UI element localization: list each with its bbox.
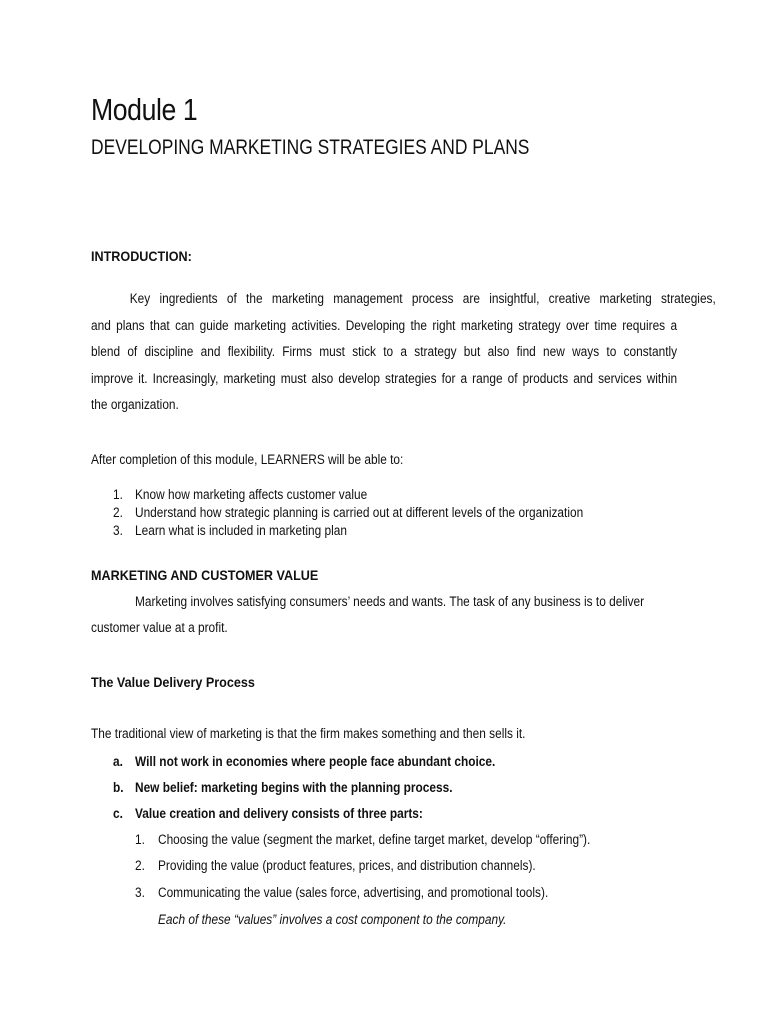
module-subtitle: DEVELOPING MARKETING STRATEGIES AND PLANS [91, 136, 530, 159]
value-note: Each of these “values” involves a cost component to the company. [158, 912, 507, 927]
list-item: Know how marketing affects customer value [135, 487, 368, 502]
paragraph-line: and plans that can guide marketing activities. Developing the right marketing strategy over time requires a [91, 317, 678, 333]
customer-value-line-1: Marketing involves satisfying consumers’ needs and wants. The task of any business is to deliver [135, 594, 645, 609]
list-item: Providing the value (product features, prices, and distribution channels). [158, 858, 536, 873]
list-item: Learn what is included in marketing plan [135, 523, 347, 538]
list-item-number: 3. [135, 885, 145, 900]
introduction-heading: INTRODUCTION: [91, 248, 192, 264]
point-text: New belief: marketing begins with the planning process. [135, 780, 453, 795]
point-text: Will not work in economies where people face abundant choice. [135, 754, 496, 769]
point-letter: c. [113, 806, 123, 821]
point-letter: a. [113, 754, 123, 769]
paragraph-line: the organization. [91, 397, 179, 412]
list-item-number: 1. [135, 832, 145, 847]
list-item: Understand how strategic planning is carried out at different levels of the organization [135, 505, 584, 520]
value-delivery-heading: The Value Delivery Process [91, 674, 255, 690]
paragraph-line: blend of discipline and flexibility. Firms must stick to a strategy but also find new ways to constantly [91, 344, 678, 359]
point-letter: b. [113, 780, 124, 795]
list-item: Communicating the value (sales force, advertising, and promotional tools). [158, 885, 549, 900]
list-item: Choosing the value (segment the market, define target market, develop “offering”). [158, 832, 591, 847]
introduction-paragraph [91, 286, 716, 419]
value-delivery-intro: The traditional view of marketing is that the firm makes something and then sells it. [91, 726, 526, 741]
list-item-number: 2. [113, 505, 123, 520]
list-item-number: 2. [135, 858, 145, 873]
list-item-number: 3. [113, 523, 123, 538]
objectives-intro: After completion of this module, LEARNERS will be able to: [91, 452, 404, 467]
customer-value-line-2: customer value at a profit. [91, 620, 228, 635]
list-item-number: 1. [113, 487, 123, 502]
point-text: Value creation and delivery consists of three parts: [135, 806, 423, 821]
customer-value-heading: MARKETING AND CUSTOMER VALUE [91, 567, 319, 583]
paragraph-line: improve it. Increasingly, marketing must also develop strategies for a range of products and services within [91, 370, 678, 386]
paragraph-line: Key ingredients of the marketing management process are insightful, creative marketing strategies, [129, 291, 716, 306]
module-title: Module 1 [91, 92, 198, 127]
